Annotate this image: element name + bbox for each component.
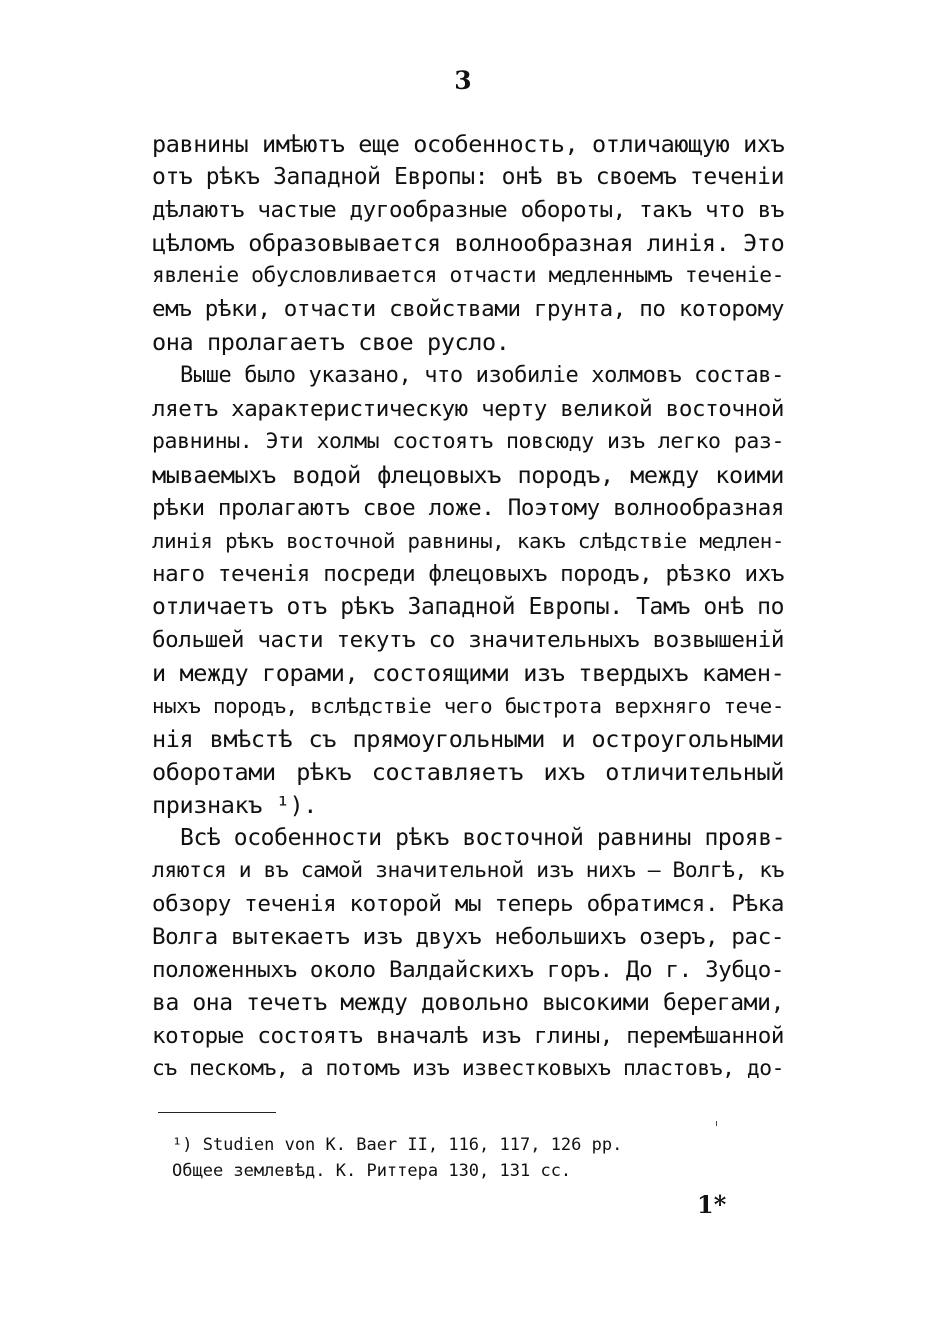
text-line: она пролагаетъ свое русло.	[152, 328, 510, 356]
text-line: Всѣ особенности рѣкъ восточной равнины прояв-	[180, 825, 786, 851]
text-line: наго теченія посреди флецовыхъ породъ, рѣзко ихъ	[152, 561, 784, 587]
text-line: Волга вытекаетъ изъ двухъ небольшихъ озеръ, рас-	[152, 924, 784, 950]
text-line: ляются и въ самой значительной изъ нихъ — Волгѣ, къ	[152, 858, 785, 883]
text-line: рѣки пролагаютъ свое ложе. Поэтому волнообразная	[152, 495, 784, 521]
text-line: явленіе обусловливается отчасти медленнымъ теченіе-	[152, 263, 785, 288]
text-line: признакъ ¹).	[152, 791, 317, 819]
text-line: емъ рѣки, отчасти свойствами грунта, по которому	[152, 296, 784, 322]
text-line: нія вмѣстѣ съ прямоугольными и остроугольными	[152, 725, 784, 753]
text-line: мываемыхъ водой флецовыхъ породъ, между коими	[152, 461, 784, 489]
footnote-divider	[158, 1112, 276, 1113]
text-line: равнины имѣютъ еще особенность, отличающую ихъ	[152, 130, 785, 158]
text-line: обзору теченія которой мы теперь обратимся. Рѣка	[152, 891, 784, 917]
text-line: ляетъ характеристическую черту великой восточной	[152, 396, 784, 422]
text-line: дѣлаютъ частые дугообразные обороты, такъ что въ	[152, 197, 784, 223]
page-number: 3	[454, 66, 472, 95]
text-line: отъ рѣкъ Западной Европы: онѣ въ своемъ теченіи	[152, 164, 785, 190]
text-line: и между горами, состоящими изъ твердыхъ камен-	[152, 659, 785, 687]
text-line: которые состоятъ вначалѣ изъ глины, перемѣшанной	[152, 1023, 784, 1049]
text-line: ныхъ породъ, вслѣдствіе чего быстрота верхняго тече-	[152, 694, 784, 718]
text-line: ва она течетъ между довольно высокими берегами,	[152, 990, 785, 1016]
text-line: положенныхъ около Валдайскихъ горъ. До г. Зубцо-	[152, 957, 784, 983]
text-line: линія рѣкъ восточной равнины, какъ слѣдствіе медлен-	[152, 529, 784, 553]
text-line: съ пескомъ, а потомъ изъ известковыхъ пластовъ, до-	[152, 1056, 785, 1081]
print-speck	[716, 1121, 717, 1126]
text-line: большей части текутъ со значительныхъ возвышеній	[152, 627, 784, 653]
text-line: оборотами рѣкъ составляетъ ихъ отличительный	[152, 758, 784, 786]
text-line: равнины. Эти холмы состоятъ повсюду изъ легко раз-	[152, 429, 784, 454]
text-line: цѣломъ образовывается волнообразная линія. Это	[152, 229, 785, 257]
footnote: Общее землевѣд. К. Риттера 130, 131 сс.	[172, 1161, 572, 1181]
text-line: отличаетъ отъ рѣкъ Западной Европы. Тамъ онѣ по	[152, 594, 785, 620]
text-line: Выше было указано, что изобиліе холмовъ состав-	[180, 363, 784, 388]
signature-mark: 1*	[697, 1190, 727, 1219]
footnote: ¹) Studien von K. Baer II, 116, 117, 126 pp.	[172, 1135, 623, 1155]
